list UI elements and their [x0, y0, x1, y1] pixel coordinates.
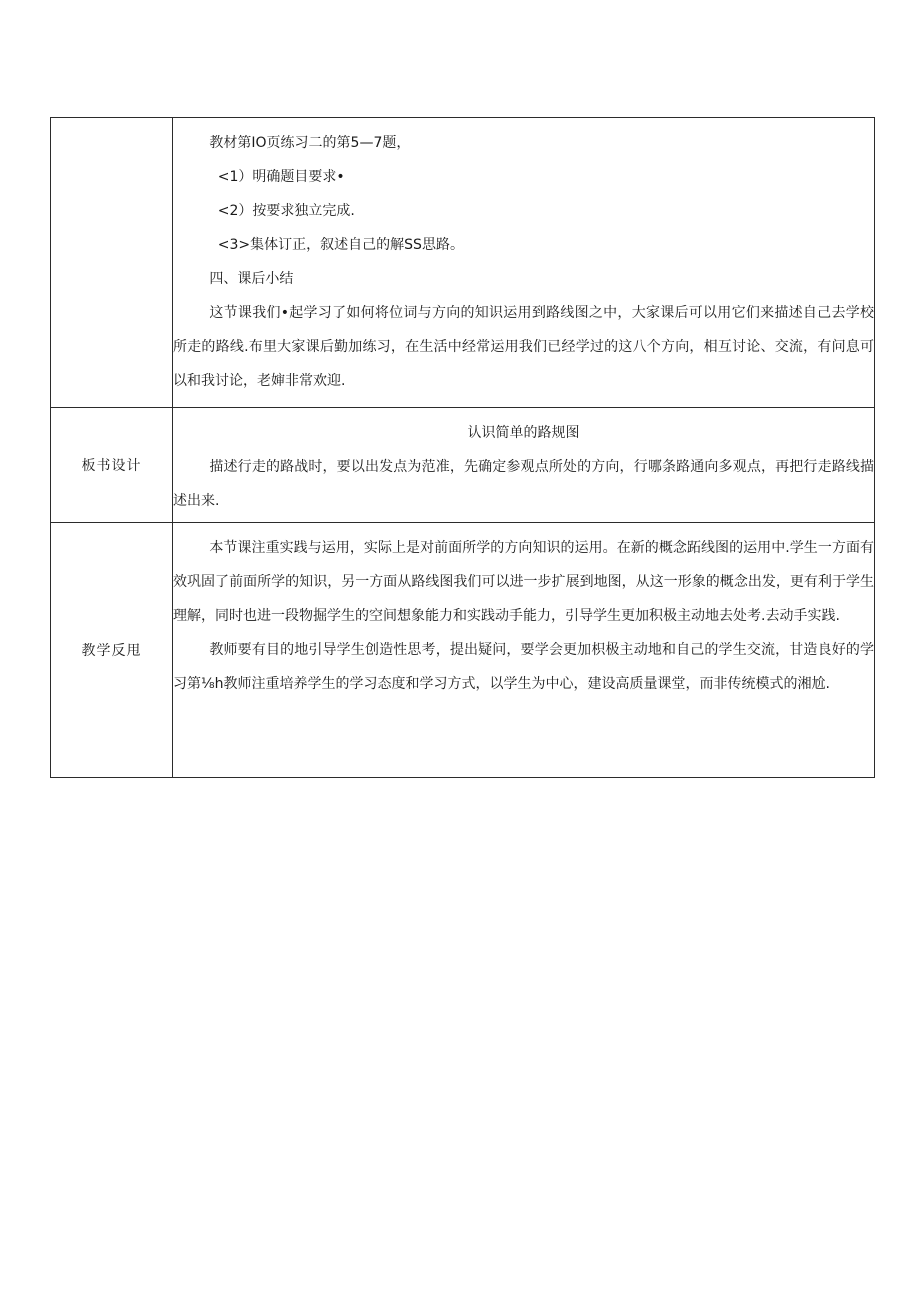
board-design-title: 认识简单的路规图 — [467, 425, 580, 441]
reflection-paragraph-1: 本节课注重实践与运用，实际上是对前面所学的方向知识的运用。在新的概念跖线图的运用中.学生一方面有效巩固了前面所学的知识，另一方面从路线图我们可以进一步扩展到地图，从这一形象的概念出发，更有利于学生理解，同时也进一段物掘学生的空间想象能力和实践动手能力，引导学生更加积极主动地去处考.去动手实践. — [173, 540, 874, 624]
board-design-label: 板书设计 — [51, 408, 173, 523]
practice-content-cell — [173, 118, 875, 408]
lesson-plan-table — [50, 117, 875, 778]
practice-label-cell — [51, 118, 173, 408]
reflection-paragraph-2: 教师要有目的地引导学生创造性思考，提出疑问，要学会更加枳极主动地和自己的学生交流，甘造良好的学习第⅛h教师注重培养学生的学习态度和学习方式，以学生为中心，建设高质量课堂，而非传统模式的湘尬. — [173, 642, 874, 692]
step-2: <2）按要求独立完成. — [217, 203, 355, 219]
summary-paragraph: 这节课我们•起学习了如何将位词与方向的知识运用到路线图之中，大家课后可以用它们来描述自己去学校所走的路线.布里大家课后勤加练习，在生活中经常运用我们已经学过的这八个方向，相互讨论、交流，有问息可以和我讨论，老婶非常欢迎. — [173, 305, 874, 389]
step-1: <1）明确题目要求• — [217, 169, 345, 185]
exercise-assignment: 教材第IO页练习二的第5—7题， — [209, 135, 411, 151]
teaching-reflection-label: 教学反甩 — [51, 523, 173, 778]
teaching-reflection-content — [173, 523, 875, 778]
teaching-reflection-row — [51, 523, 875, 778]
summary-heading: 四、课后小结 — [209, 271, 294, 287]
board-design-text: 描述行走的路战时，要以出发点为范准，先确定参观点所处的方向，行哪条路通向多观点，再把行走路线描述出来. — [173, 459, 874, 509]
practice-row — [51, 118, 875, 408]
board-design-content — [173, 408, 875, 523]
board-design-row — [51, 408, 875, 523]
step-3: <3>集体订正，叙述自己的解SS思路。 — [217, 237, 464, 253]
